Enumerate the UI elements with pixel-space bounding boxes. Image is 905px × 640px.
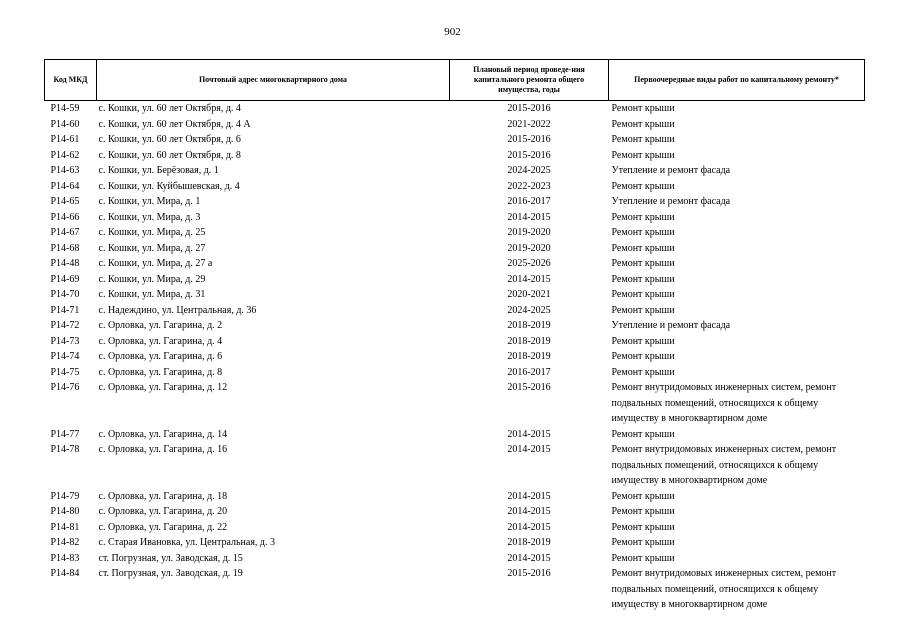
row-address: с. Орловка, ул. Гагарина, д. 2 [98, 320, 223, 331]
row-address: с. Орловка, ул. Гагарина, д. 22 [98, 521, 228, 533]
row-code: Р14-62 [50, 149, 80, 161]
row-period: 2018-2019 [507, 320, 551, 331]
row-address: с. Кошки, ул. Мира, д. 25 [98, 227, 206, 238]
row-period: 2015-2016 [507, 149, 551, 161]
row-address: с. Кошки, ул. Куйбышевская, д. 4 [98, 180, 240, 192]
row-works: Утепление и ремонт фасада [611, 165, 731, 176]
row-period: 2018-2019 [507, 351, 551, 362]
row-works: Ремонт крыши [611, 211, 675, 223]
table-row [45, 551, 865, 567]
row-period: 2021-2022 [507, 118, 551, 130]
header-address: Почтовый адрес многоквартирного дома [97, 60, 450, 101]
row-code: Р14-71 [50, 304, 80, 316]
row-works: Утепление и ремонт фасада [611, 320, 731, 331]
table-row [45, 489, 865, 505]
table-row [45, 241, 865, 257]
row-works: Ремонт крыши [611, 273, 675, 285]
row-code: Р14-66 [50, 211, 80, 223]
row-code: Р14-68 [50, 242, 80, 254]
row-period: 2022-2023 [507, 180, 551, 192]
row-code: Р14-64 [50, 180, 80, 192]
row-works: Ремонт крыши [611, 227, 675, 238]
table-row [45, 318, 865, 334]
row-code: Р14-79 [50, 490, 80, 502]
row-code: Р14-70 [50, 289, 80, 300]
table-row [45, 256, 865, 272]
row-address: с. Кошки, ул. Мира, д. 3 [98, 211, 201, 223]
row-works: Ремонт крыши [611, 180, 675, 192]
table-row [45, 148, 865, 164]
row-address: с. Кошки, ул. 60 лет Октября, д. 6 [98, 134, 241, 145]
table-row [45, 132, 865, 148]
row-address: с. Орловка, ул. Гагарина, д. 4 [98, 335, 223, 347]
row-period: 2014-2015 [507, 506, 551, 517]
row-code: Р14-80 [50, 506, 80, 517]
row-works: Ремонт крыши [611, 289, 675, 300]
row-address: с. Кошки, ул. Мира, д. 27 а [98, 258, 213, 269]
table-row [45, 303, 865, 319]
row-works: Ремонт крыши [611, 103, 675, 114]
table-header [45, 60, 865, 101]
table-row [45, 163, 865, 179]
row-works: Ремонт внутридомовых инженерных систем, ремонт подвальных помещений, относящихся к общему имуществу в многоквартирном доме [611, 568, 837, 610]
row-address: с. Орловка, ул. Гагарина, д. 16 [98, 444, 228, 455]
row-address: с. Орловка, ул. Гагарина, д. 18 [98, 490, 228, 502]
header-row [45, 60, 865, 101]
row-address: с. Кошки, ул. Мира, д. 29 [98, 273, 206, 285]
row-works: Утепление и ремонт фасада [611, 196, 731, 207]
row-address: ст. Погрузная, ул. Заводская, д. 15 [98, 552, 243, 564]
row-code: Р14-48 [50, 258, 80, 269]
table-row [45, 520, 865, 536]
row-address: с. Орловка, ул. Гагарина, д. 12 [98, 382, 228, 393]
row-code: Р14-60 [50, 118, 80, 130]
row-works: Ремонт внутридомовых инженерных систем, ремонт подвальных помещений, относящихся к общему имуществу в многоквартирном доме [611, 382, 837, 424]
table-body [45, 101, 865, 613]
row-period: 2014-2015 [507, 273, 551, 285]
page-number: 902 [444, 26, 461, 38]
table-row [45, 101, 865, 117]
header-period: Плановый период проведе-ния капитального ремонта общего имущества, годы [450, 60, 609, 101]
row-works: Ремонт крыши [611, 134, 675, 145]
row-period: 2014-2015 [507, 211, 551, 223]
row-period: 2015-2016 [507, 568, 551, 579]
row-period: 2015-2016 [507, 103, 551, 114]
table-row [45, 504, 865, 520]
header-code: Код МКД [45, 60, 97, 101]
table-row [45, 179, 865, 195]
row-address: с. Орловка, ул. Гагарина, д. 8 [98, 366, 223, 378]
row-code: Р14-81 [50, 521, 80, 533]
row-period: 2016-2017 [507, 196, 551, 207]
row-period: 2014-2015 [507, 552, 551, 564]
row-period: 2015-2016 [507, 382, 551, 393]
row-period: 2025-2026 [507, 258, 551, 269]
row-period: 2014-2015 [507, 490, 551, 502]
table-row [45, 272, 865, 288]
row-period: 2024-2025 [507, 165, 551, 176]
table-row [45, 349, 865, 365]
row-works: Ремонт крыши [611, 490, 675, 502]
row-code: Р14-67 [50, 227, 80, 238]
table-row [45, 225, 865, 241]
row-code: Р14-69 [50, 273, 80, 285]
row-address: с. Орловка, ул. Гагарина, д. 20 [98, 506, 228, 517]
row-address: с. Кошки, ул. Мира, д. 1 [98, 196, 201, 207]
table-row [45, 442, 865, 489]
row-code: Р14-83 [50, 552, 80, 564]
row-works: Ремонт крыши [611, 428, 675, 440]
row-code: Р14-59 [50, 103, 80, 114]
table-row [45, 210, 865, 226]
row-period: 2020-2021 [507, 289, 551, 300]
row-works: Ремонт крыши [611, 149, 675, 161]
table-row [45, 427, 865, 443]
table-row [45, 334, 865, 350]
row-period: 2019-2020 [507, 227, 551, 238]
row-works: Ремонт крыши [611, 335, 675, 347]
table-row [45, 566, 865, 613]
row-address: с. Кошки, ул. Берёзовая, д. 1 [98, 165, 219, 176]
row-period: 2024-2025 [507, 304, 551, 316]
row-code: Р14-72 [50, 320, 80, 331]
row-period: 2019-2020 [507, 242, 551, 254]
row-period: 2015-2016 [507, 134, 551, 145]
header-works: Первоочередные виды работ по капитальному ремонту* [609, 60, 865, 101]
row-address: с. Старая Ивановка, ул. Центральная, д. 3 [98, 537, 276, 548]
table-row [45, 117, 865, 133]
row-address: ст. Погрузная, ул. Заводская, д. 19 [98, 568, 243, 579]
row-works: Ремонт крыши [611, 258, 675, 269]
row-works: Ремонт крыши [611, 537, 675, 548]
row-code: Р14-65 [50, 196, 80, 207]
row-address: с. Кошки, ул. 60 лет Октября, д. 4 А [98, 118, 251, 130]
table-row [45, 535, 865, 551]
row-period: 2018-2019 [507, 335, 551, 347]
row-code: Р14-63 [50, 165, 80, 176]
row-period: 2014-2015 [507, 444, 551, 455]
row-address: с. Кошки, ул. 60 лет Октября, д. 8 [98, 149, 241, 161]
row-works: Ремонт крыши [611, 552, 675, 564]
row-address: с. Кошки, ул. 60 лет Октября, д. 4 [98, 103, 241, 114]
row-address: с. Кошки, ул. Мира, д. 31 [98, 289, 206, 300]
row-code: Р14-76 [50, 382, 80, 393]
row-address: с. Надеждино, ул. Центральная, д. 36 [98, 304, 257, 316]
table-row [45, 380, 865, 427]
row-works: Ремонт крыши [611, 366, 675, 378]
row-period: 2018-2019 [507, 537, 551, 548]
row-period: 2014-2015 [507, 521, 551, 533]
row-code: Р14-82 [50, 537, 80, 548]
row-address: с. Орловка, ул. Гагарина, д. 6 [98, 351, 223, 362]
row-code: Р14-77 [50, 428, 80, 440]
row-period: 2016-2017 [507, 366, 551, 378]
row-works: Ремонт крыши [611, 304, 675, 316]
table-row [45, 194, 865, 210]
table-row [45, 365, 865, 381]
row-works: Ремонт крыши [611, 506, 675, 517]
row-code: Р14-75 [50, 366, 80, 378]
capital-repair-table [44, 59, 865, 613]
row-works: Ремонт крыши [611, 242, 675, 254]
row-code: Р14-74 [50, 351, 80, 362]
row-address: с. Кошки, ул. Мира, д. 27 [98, 242, 206, 254]
row-address: с. Орловка, ул. Гагарина, д. 14 [98, 428, 228, 440]
table-row [45, 287, 865, 303]
row-code: Р14-73 [50, 335, 80, 347]
row-period: 2014-2015 [507, 428, 551, 440]
row-code: Р14-61 [50, 134, 80, 145]
row-code: Р14-84 [50, 568, 80, 579]
row-works: Ремонт крыши [611, 118, 675, 130]
row-works: Ремонт внутридомовых инженерных систем, ремонт подвальных помещений, относящихся к общему имуществу в многоквартирном доме [611, 444, 837, 486]
row-works: Ремонт крыши [611, 521, 675, 533]
row-works: Ремонт крыши [611, 351, 675, 362]
row-code: Р14-78 [50, 444, 80, 455]
